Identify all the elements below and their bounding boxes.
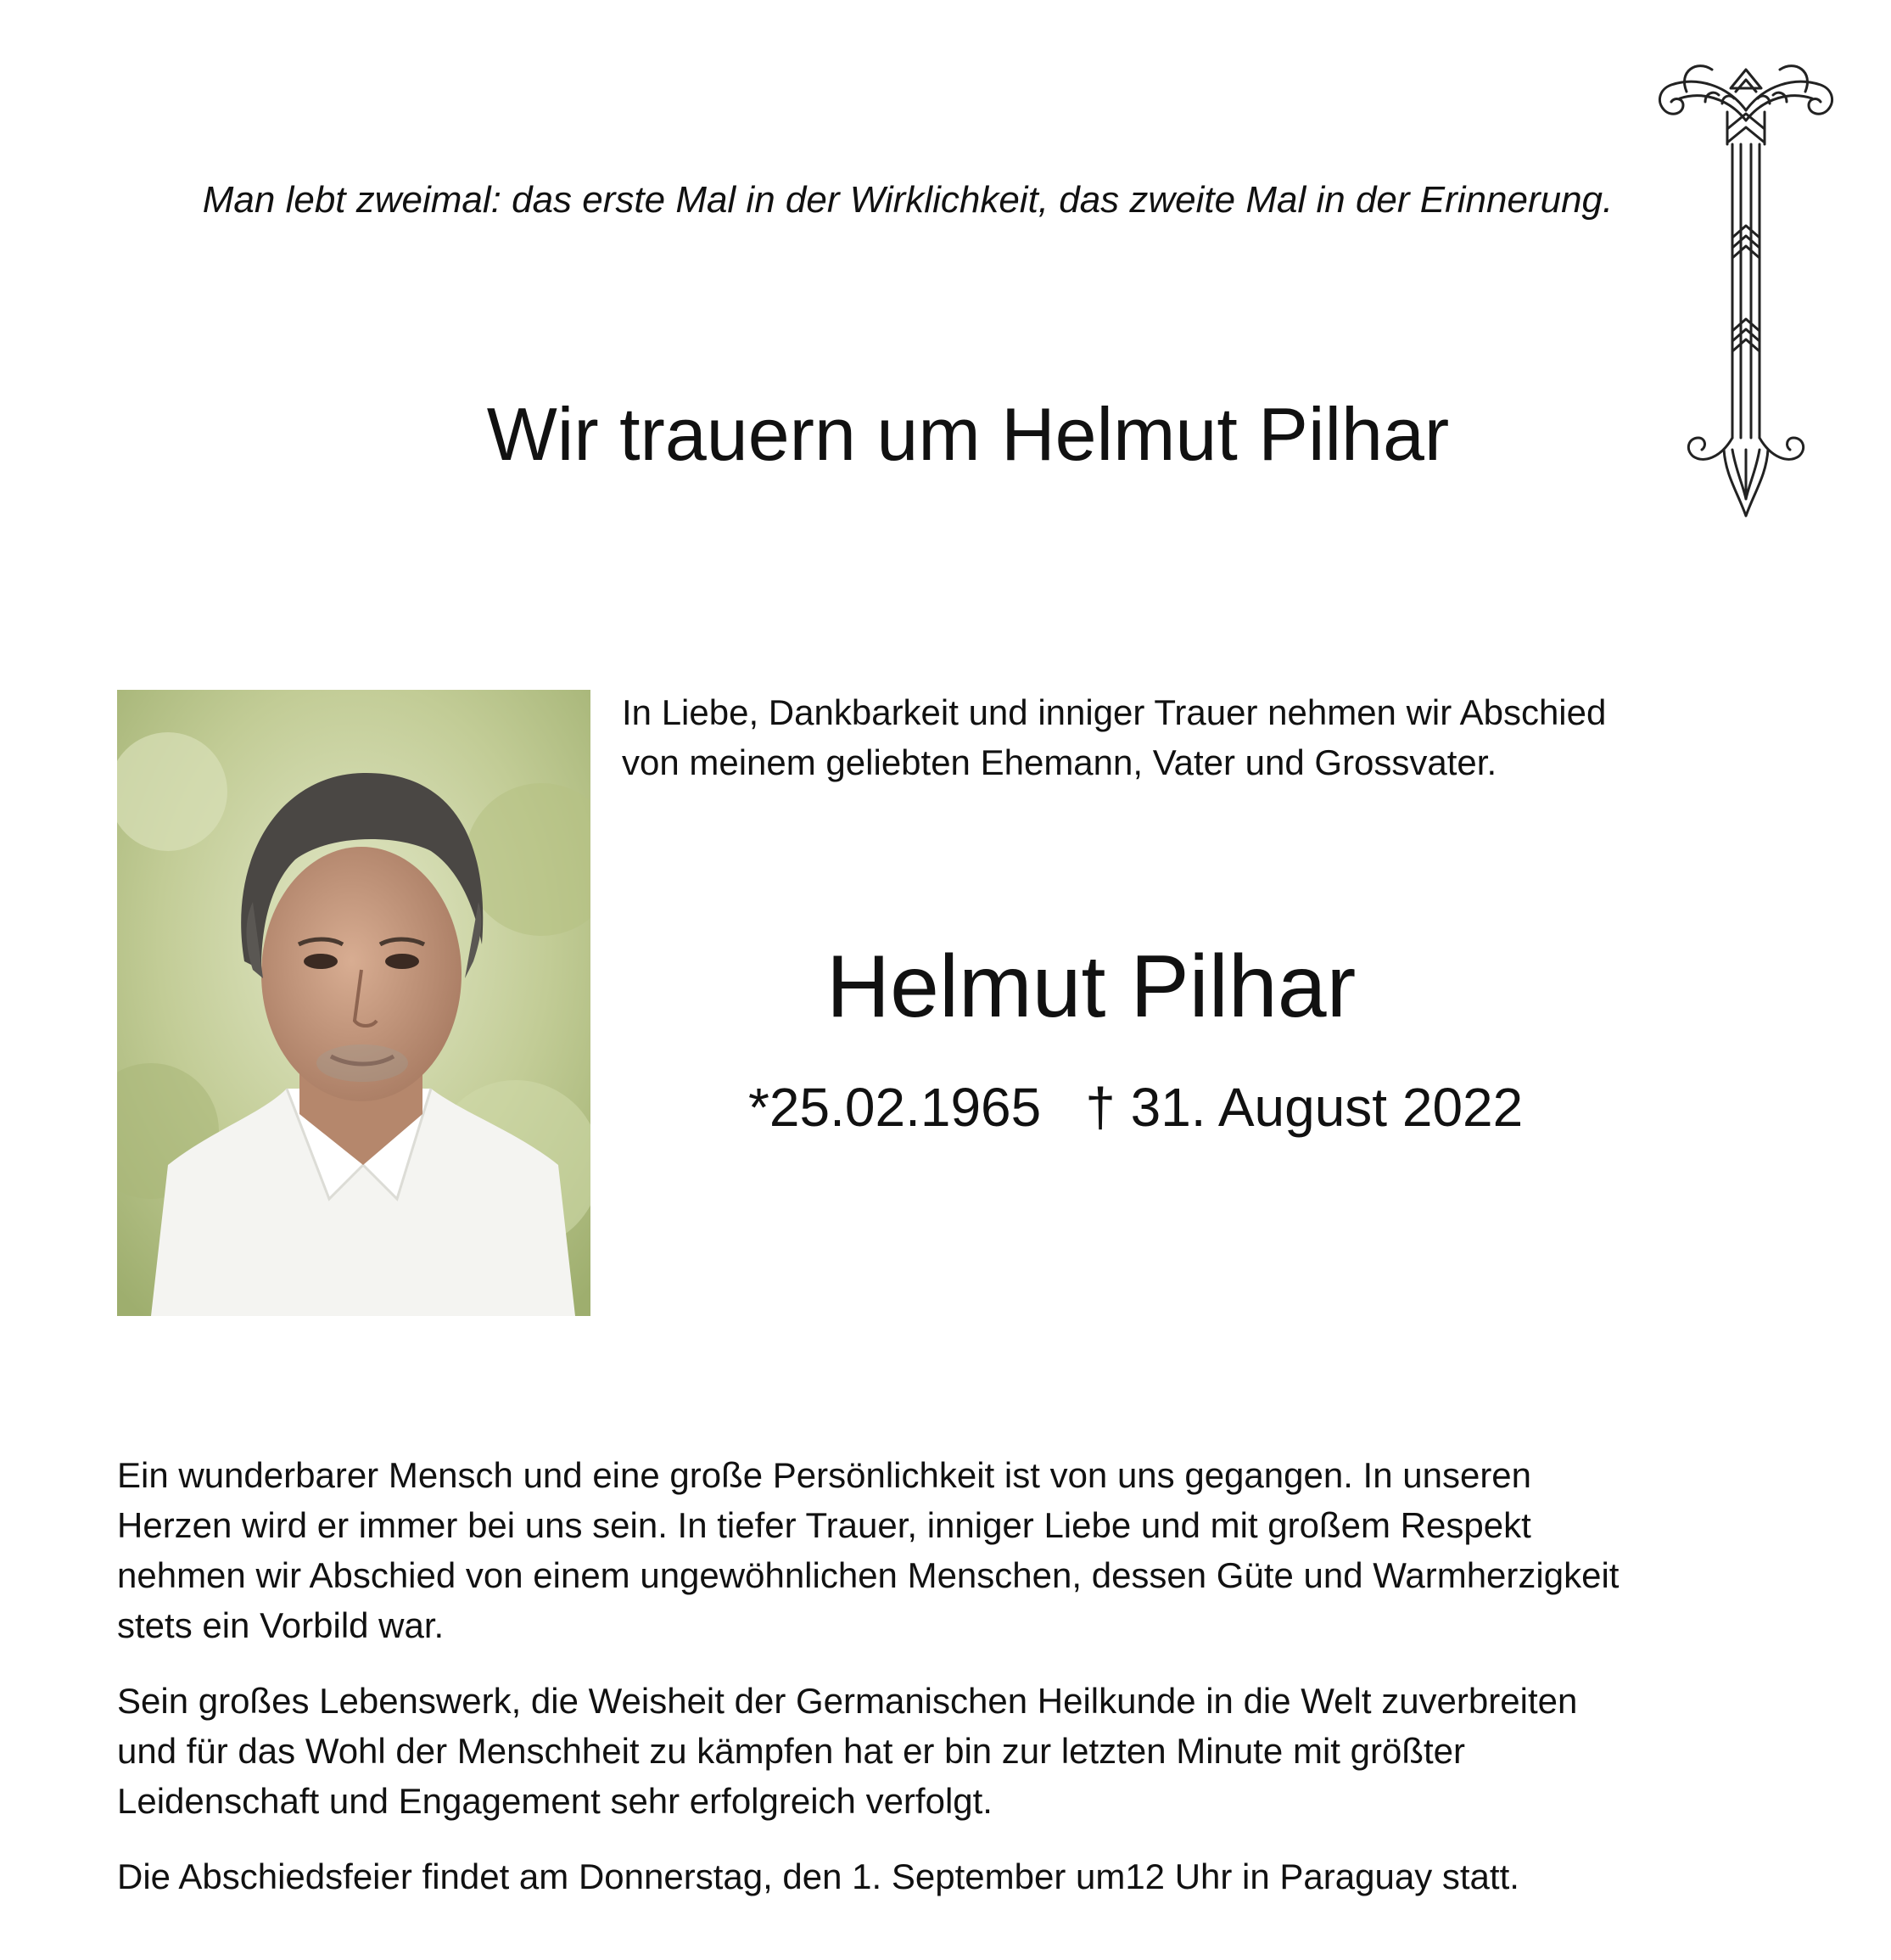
birth-date: *25.02.1965: [748, 1077, 1042, 1138]
text-line: Die Abschiedsfeier findet am Donnerstag, den 1. September um12 Uhr in Paraguay statt.: [117, 1856, 1519, 1896]
text-line: Herzen wird er immer bei uns sein. In tiefer Trauer, inniger Liebe und mit großem Respekt: [117, 1505, 1531, 1545]
text-line: Leidenschaft und Engagement sehr erfolgreich verfolgt.: [117, 1781, 993, 1821]
deceased-name: Helmut Pilhar: [826, 938, 1357, 1036]
intro-text: [622, 687, 1725, 787]
portrait-photo: [117, 690, 590, 1316]
text-line: nehmen wir Abschied von einem ungewöhnlichen Menschen, dessen Güte und Warmherzigkeit: [117, 1555, 1620, 1595]
text-line: und für das Wohl der Menschheit zu kämpfen hat er bin zur letzten Minute mit größter: [117, 1731, 1465, 1771]
life-dates: [748, 1075, 1523, 1140]
intro-line: In Liebe, Dankbarkeit und inniger Trauer nehmen wir Abschied: [622, 692, 1607, 732]
ornamental-cross-icon: [1653, 51, 1839, 523]
text-line: Sein großes Lebenswerk, die Weisheit der Germanischen Heilkunde in die Welt zuverbreiten: [117, 1681, 1578, 1721]
text-line: Ein wunderbarer Mensch und eine große Persönlichkeit ist von uns gegangen. In unseren: [117, 1455, 1532, 1495]
quote: Man lebt zweimal: das erste Mal in der Wirklichkeit, das zweite Mal in der Erinnerung.: [202, 179, 1614, 221]
paragraph: [117, 1676, 1814, 1826]
text-line: stets ein Vorbild war.: [117, 1605, 445, 1645]
body-text: [117, 1450, 1814, 1927]
intro-line: von meinem geliebten Ehemann, Vater und Grossvater.: [622, 742, 1497, 782]
paragraph: [117, 1450, 1814, 1650]
death-date: † 31. August 2022: [1085, 1077, 1524, 1138]
paragraph: [117, 1851, 1814, 1901]
headline: Wir trauern um Helmut Pilhar: [486, 392, 1450, 476]
